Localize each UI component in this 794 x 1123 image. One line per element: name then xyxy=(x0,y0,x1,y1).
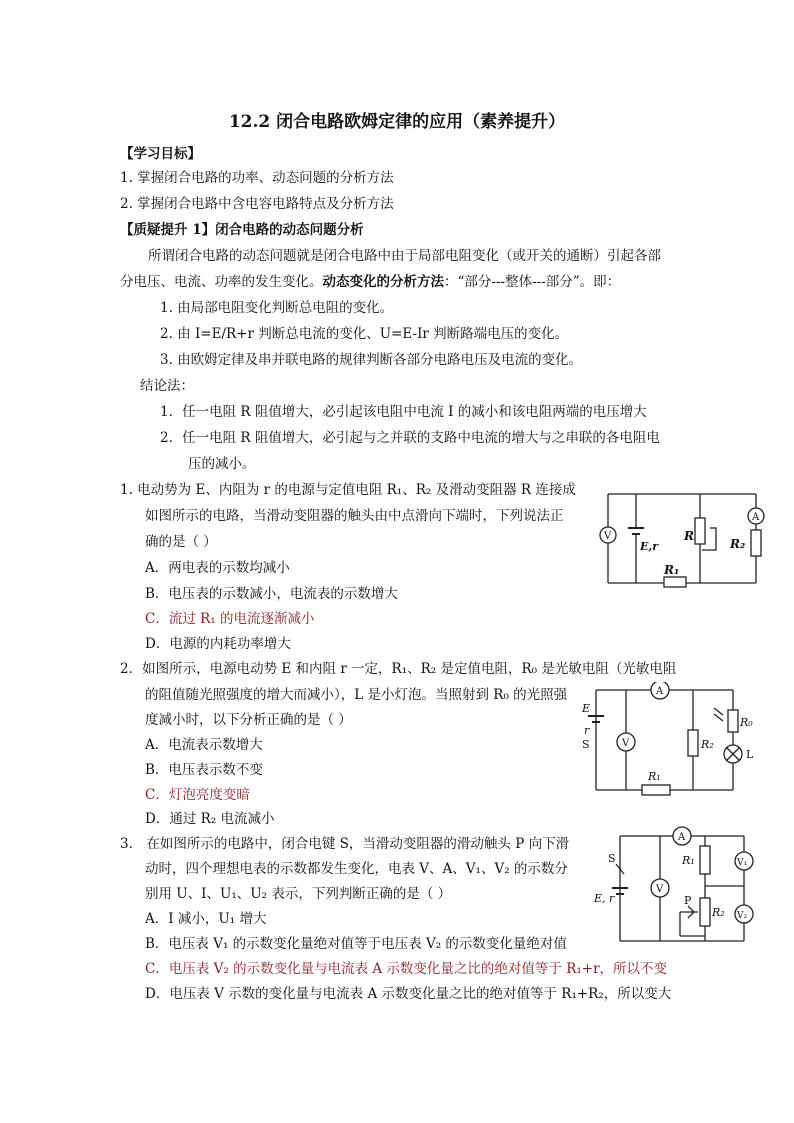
section1-intro: 所谓闭合电路的动态问题就是闭合电路中由于局部电阻变化（或开关的通断）引起各部 xyxy=(148,248,661,264)
q2-stem: 度减小时，以下分析正确的是（ ） xyxy=(145,712,352,728)
voltmeter-label: V xyxy=(656,884,664,895)
q1-stem: 如图所示的电路，当滑动变阻器的触头由中点滑向下端时，下列说法正 xyxy=(145,508,564,524)
q1-stem: 1. 电动势为 E、内阻为 r 的电源与定值电阻 R₁、R₂ 及滑动变阻器 R 连接成 xyxy=(120,482,576,498)
q3-stem: 动时，四个理想电表的示数都发生变化，电表 V、A、V₁、V₂ 的示数分 xyxy=(145,861,568,877)
q3-option-c: C．电压表 V₂ 的示数变化量与电流表 A 示数变化量之比的绝对值等于 R₁+r，所以不变 xyxy=(145,961,668,977)
q3-stem: 3． 在如图所示的电路中，闭合电键 S，当滑动变阻器的滑动触头 P 向下滑 xyxy=(120,836,570,852)
conclusion-label: 结论法： xyxy=(140,378,194,394)
ammeter-label: A xyxy=(678,832,686,843)
q3-circuit-diagram xyxy=(592,826,770,948)
q1-circuit-diagram xyxy=(598,488,768,590)
q3-option-b: B．电压表 V₁ 的示数变化量绝对值等于电压表 V₂ 的示数变化量绝对值 xyxy=(145,936,567,952)
switch-label: S xyxy=(608,852,616,865)
step-item: 2. 由 I=E/R+r 判断总电流的变化、U=E-Ir 判断路端电压的变化。 xyxy=(160,326,569,342)
emf-label: E,r xyxy=(640,540,659,553)
v2-label: V₂ xyxy=(737,911,748,921)
emf-label: E xyxy=(582,702,591,715)
q2-option-d: D．通过 R₂ 电流减小 xyxy=(145,811,275,827)
q2-option-b: B．电压表示数不变 xyxy=(145,762,263,778)
q3-stem: 别用 U、I、U₁、U₂ 表示，下列判断正确的是（ ） xyxy=(145,886,452,902)
q1-stem: 确的是（ ） xyxy=(145,534,217,550)
r2-label: R₂ xyxy=(701,738,714,751)
r1-label: R₁ xyxy=(682,854,695,867)
q1-option-c: C．流过 R₁ 的电流逐渐减小 xyxy=(145,611,315,627)
emf-label: E, r xyxy=(594,892,615,905)
v1-label: V₁ xyxy=(737,858,748,868)
goal-item: 1. 掌握闭合电路的功率、动态问题的分析方法 xyxy=(120,170,394,186)
r0-label: R₀ xyxy=(740,716,753,729)
voltmeter-label: V xyxy=(604,531,612,542)
rheostat-label: R xyxy=(684,529,694,543)
q2-stem: 的阻值随光照强度的增大而减小），L 是小灯泡。当照射到 R₀ 的光照强 xyxy=(145,687,568,703)
goals-header: 【学习目标】 xyxy=(120,146,201,162)
step-item: 1. 由局部电阻变化判断总电阻的变化。 xyxy=(160,300,394,316)
q2-option-a: A．电流表示数增大 xyxy=(145,737,263,753)
lamp-label: L xyxy=(746,748,754,761)
conclusion-item: 2．任一电阻 R 阻值增大，必引起与之并联的支路中电流的增大与之串联的各电阻电 xyxy=(160,430,660,446)
page-title: 12.2 闭合电路欧姆定律的应用（素养提升） xyxy=(228,112,566,132)
ammeter-label: A xyxy=(656,686,664,697)
q3-option-a: A．I 减小，U₁ 增大 xyxy=(145,911,267,927)
q1-option-b: B．电压表的示数减小，电流表的示数增大 xyxy=(145,586,398,602)
ammeter-label: A xyxy=(752,512,760,523)
goal-item: 2. 掌握闭合电路中含电容电路特点及分析方法 xyxy=(120,196,394,212)
r2-label: R₂ xyxy=(712,906,725,919)
switch-label: S xyxy=(582,738,590,751)
slider-p-label: P xyxy=(684,894,692,907)
conclusion-item: 压的减小。 xyxy=(188,456,256,472)
q1-option-a: A．两电表的示数均减小 xyxy=(145,560,290,576)
q2-option-c: C．灯泡亮度变暗 xyxy=(145,787,250,803)
q3-option-d: D．电压表 V 示数的变化量与电流表 A 示数变化量之比的绝对值等于 R₁+R₂，所以变大 xyxy=(145,986,672,1002)
r1-label: R₁ xyxy=(664,563,680,577)
q2-stem: 2．如图所示，电源电动势 E 和内阻 r 一定，R₁、R₂ 是定值电阻，R₀ 是光敏电阻（光敏电阻 xyxy=(120,661,677,677)
q1-option-d: D．电源的内耗功率增大 xyxy=(145,636,291,652)
voltmeter-label: V xyxy=(622,738,630,749)
step-item: 3. 由欧姆定律及串并联电路的规律判断各部分电路电压及电流的变化。 xyxy=(160,352,583,368)
section1-intro: 分电压、电流、功率的发生变化。动态变化的分析方法：“部分---整体---部分”。即： xyxy=(120,274,621,290)
section1-header: 【质疑提升 1】闭合电路的动态问题分析 xyxy=(120,222,364,238)
q2-circuit-diagram xyxy=(578,682,768,797)
internal-r-label: r xyxy=(584,724,590,737)
r2-label: R₂ xyxy=(730,537,746,551)
r1-label: R₁ xyxy=(648,770,661,783)
conclusion-item: 1．任一电阻 R 阻值增大，必引起该电阻中电流 I 的减小和该电阻两端的电压增大 xyxy=(160,404,647,420)
